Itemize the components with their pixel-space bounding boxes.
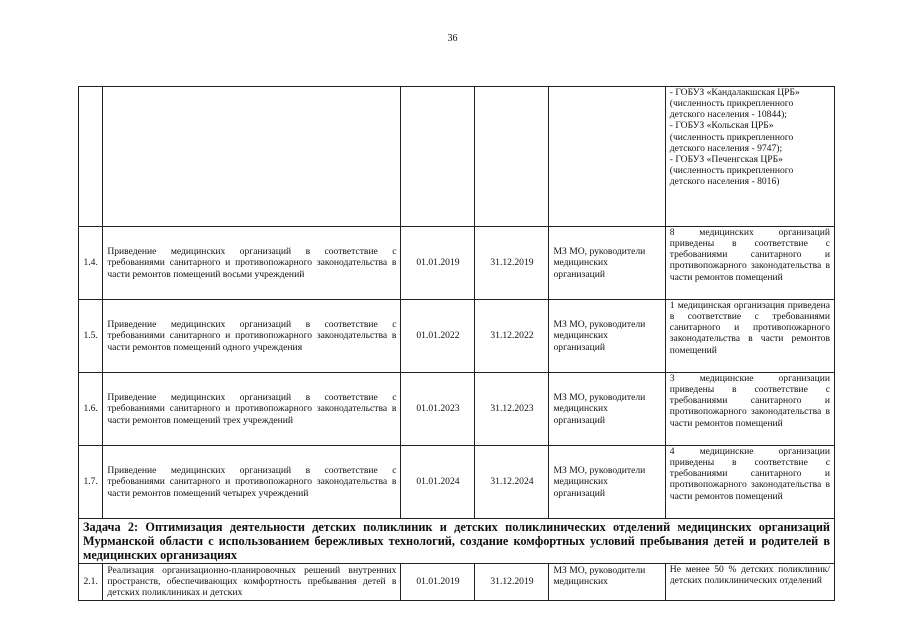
result-text: Не менее 50 % детских поликлиник/детских поликлинических отделений [669, 564, 830, 587]
start-date-cell: 01.01.2023 [401, 373, 475, 446]
responsible-text: МЗ МО, руководители медицинских [553, 565, 646, 588]
table-row [79, 373, 835, 446]
responsible-cell [549, 564, 665, 601]
activity-name-cell [103, 87, 401, 227]
end-date-cell [475, 87, 549, 227]
table-row [79, 564, 835, 601]
start-date-cell: 01.01.2019 [401, 227, 475, 300]
start-date-cell: 01.01.2019 [401, 564, 475, 601]
result-line: детского населения - 10844); [669, 109, 787, 121]
activity-plan-table [78, 86, 835, 601]
row-number-cell: 1.7. [79, 446, 103, 519]
activity-name-cell: Приведение медицинских организаций в соответствие с требованиями санитарного и противопожарного законодательства в части ремонтов помещений трех учреждений [103, 373, 401, 446]
result-cell: 3 медицинские организации приведены в соответствие с требованиями санитарного и противопожарного законодательства в части ремонтов помещений [665, 373, 834, 446]
task-heading-row [79, 519, 835, 564]
end-date-cell: 31.12.2024 [475, 446, 549, 519]
start-date-cell: 01.01.2022 [401, 300, 475, 373]
result-line: (численность прикрепленного [669, 131, 794, 143]
end-date-cell: 31.12.2022 [475, 300, 549, 373]
result-cell [665, 564, 834, 601]
table-row [79, 300, 835, 373]
row-number-cell: 1.5. [79, 300, 103, 373]
row-number-cell: 1.4. [79, 227, 103, 300]
end-date-cell: 31.12.2023 [475, 373, 549, 446]
activity-name-cell: Приведение медицинских организаций в соответствие с требованиями санитарного и противопожарного законодательства в части ремонтов помещений четырех учреждений [103, 446, 401, 519]
end-date-cell: 31.12.2019 [475, 564, 549, 601]
result-cell: 8 медицинских организаций приведены в соответствие с требованиями санитарного и противопожарного законодательства в части ремонтов помещений [665, 227, 834, 300]
table-row [79, 446, 835, 519]
row-number-cell: 2.1. [79, 564, 103, 601]
result-cell: 4 медицинские организации приведены в соответствие с требованиями санитарного и противопожарного законодательства в части ремонтов помещений [665, 446, 834, 519]
end-date-cell: 31.12.2019 [475, 227, 549, 300]
result-line: - ГОБУЗ «Кандалакшская ЦРБ» [669, 87, 800, 98]
responsible-cell: МЗ МО, руководители медицинских организаций [549, 446, 665, 519]
row-number-cell [79, 87, 103, 227]
result-line: (численность прикрепленного [669, 98, 794, 110]
result-line: детского населения - 8016) [669, 176, 780, 187]
start-date-cell: 01.01.2024 [401, 446, 475, 519]
responsible-cell: МЗ МО, руководители медицинских организаций [549, 373, 665, 446]
result-line: (численность прикрепленного [669, 164, 794, 176]
result-cell [665, 87, 834, 227]
responsible-cell: МЗ МО, руководители медицинских организаций [549, 227, 665, 300]
result-line: - ГОБУЗ «Печенгская ЦРБ» [669, 153, 783, 165]
task-heading: Задача 2: Оптимизация деятельности детских поликлиник и детских поликлинических отделений медицинских организаций Мурманской области с использованием бережливых технологий, создание комфортных условий пребывания детей и родителей в медицинских организациях [79, 519, 835, 564]
page-number: 36 [447, 33, 458, 44]
result-line: - ГОБУЗ «Кольская ЦРБ» [669, 120, 774, 132]
result-line: детского населения - 9747); [669, 142, 783, 154]
activity-name-cell [103, 564, 401, 601]
responsible-cell [549, 87, 665, 227]
responsible-cell: МЗ МО, руководители медицинских организаций [549, 300, 665, 373]
activity-name-cell: Приведение медицинских организаций в соответствие с требованиями санитарного и противопожарного законодательства в части ремонтов помещений восьми учреждений [103, 227, 401, 300]
table-row [79, 227, 835, 300]
activity-name-text: Реализация организационно-планировочных решений внутренних пространств, обеспечивающих комфортность пребывания детей в детских поликлиниках и детских [107, 565, 397, 599]
table-row [79, 87, 835, 227]
activity-name-cell: Приведение медицинских организаций в соответствие с требованиями санитарного и противопожарного законодательства в части ремонтов помещений одного учреждения [103, 300, 401, 373]
row-number-cell: 1.6. [79, 373, 103, 446]
start-date-cell [401, 87, 475, 227]
result-cell: 1 медицинская организация приведена в соответствие с требованиями санитарного и противопожарного законодательства в части ремонтов помещений [665, 300, 834, 373]
